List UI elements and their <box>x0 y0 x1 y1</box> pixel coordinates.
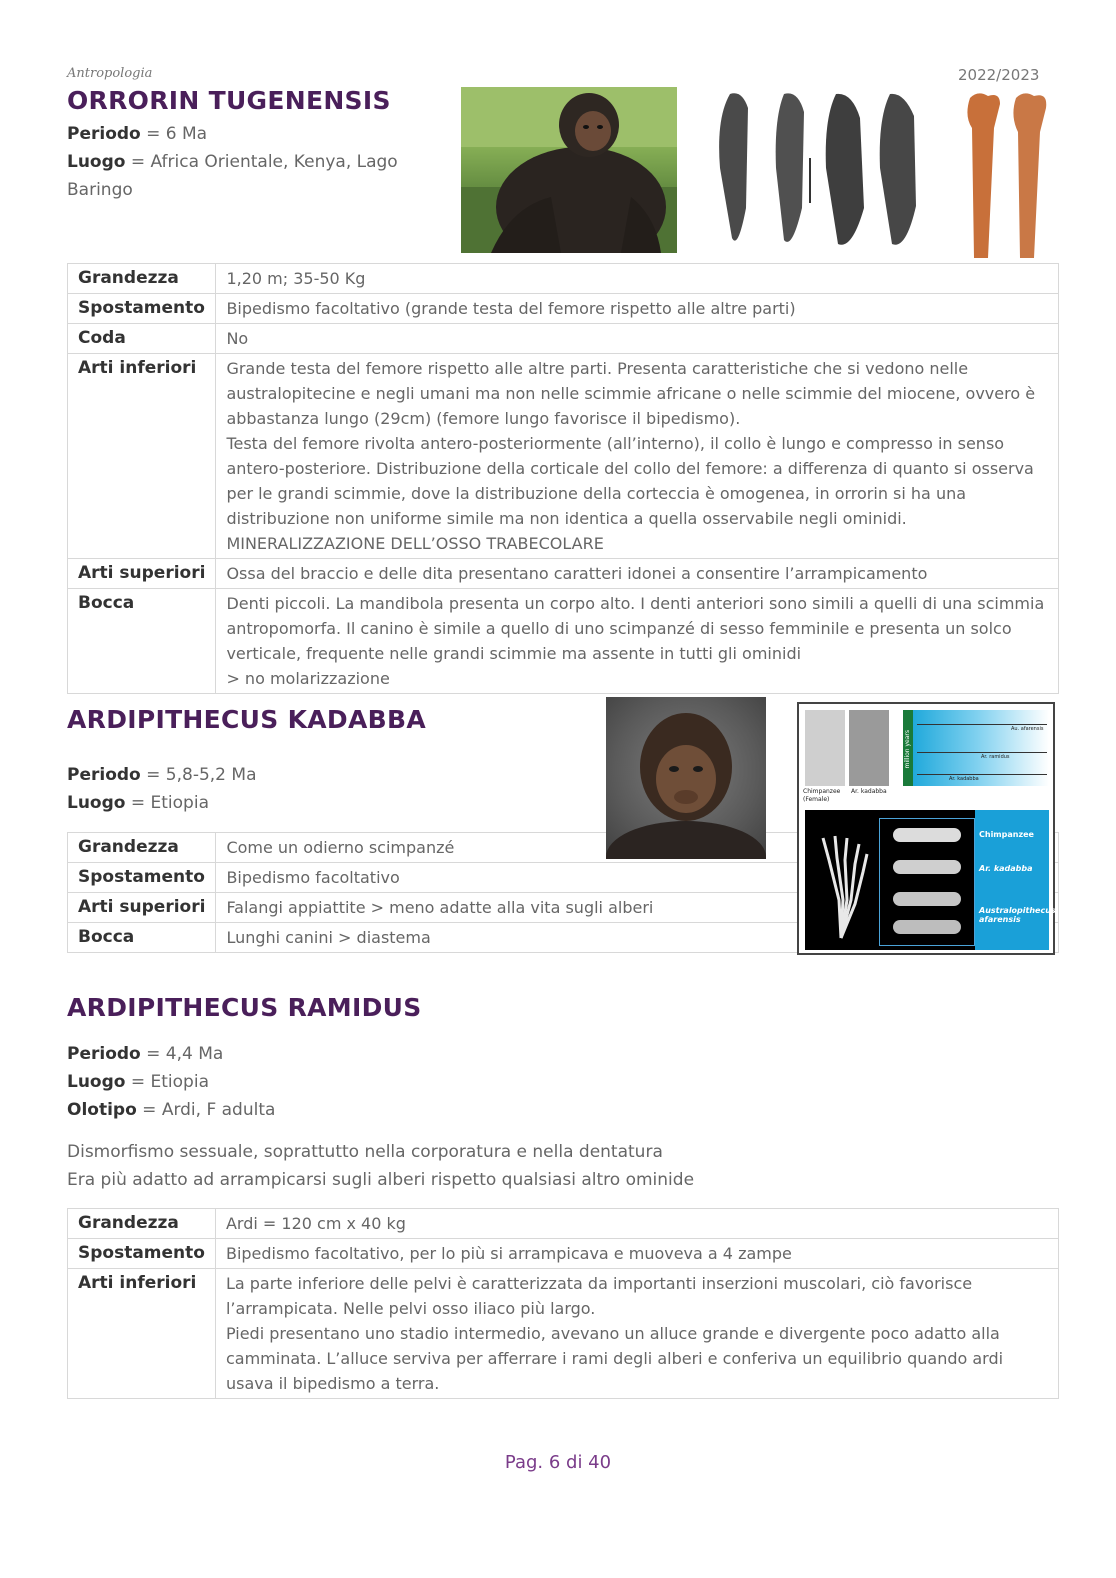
orrorin-reconstruction-image <box>461 87 677 253</box>
row-value: Bipedismo facoltativo, per lo più si arrampicava e muoveva a 4 zampe <box>215 1239 1058 1269</box>
row-key: Arti superiori <box>68 893 216 923</box>
timeline-chart <box>903 710 1049 786</box>
academic-year: 2022/2023 <box>958 66 1040 84</box>
orrorin-table <box>67 263 1059 694</box>
paragraph: Grande testa del femore rispetto alle altre parti. Presenta caratteristiche che si vedono nelle australopitecine e negli umani ma non nelle scimmie africane o nelle scimmie del miocene, ovvero è abbastanza lungo (29cm) (femore lungo favorisce il bipedismo). <box>226 359 1036 428</box>
timeline-line <box>917 774 1047 775</box>
kadabba-reconstruction-image <box>606 697 766 859</box>
table-row <box>68 324 1059 354</box>
kadabba-specimen-image <box>849 710 889 786</box>
ramidus-meta <box>67 1040 427 1124</box>
table-row <box>68 1269 1059 1399</box>
row-value <box>216 589 1059 694</box>
row-value: Bipedismo facoltativo <box>216 863 1059 893</box>
row-value: Falangi appiattite > meno adatte alla vita sugli alberi <box>216 893 1059 923</box>
ramidus-luogo: Luogo = Etiopia <box>67 1072 209 1092</box>
row-key: Bocca <box>68 923 216 953</box>
paragraph: La parte inferiore delle pelvi è caratterizzata da importanti inserzioni muscolari, ciò favorisce l’arrampicata. Nelle pelvi osso iliaco più largo. <box>225 1274 973 1318</box>
orrorin-teeth-image <box>712 88 920 250</box>
timeline-label: Ar. kadabba <box>949 776 979 782</box>
timeline-label: Au. afarensis <box>1011 726 1044 732</box>
kadabba-comparison-figure <box>797 702 1055 955</box>
ramidus-olotipo: Olotipo = Ardi, F adulta <box>67 1100 276 1120</box>
ramidus-periodo: Periodo = 4,4 Ma <box>67 1044 224 1064</box>
kadabba-label: Ar. kadabba <box>851 788 887 795</box>
row-key: Grandezza <box>68 264 216 294</box>
timeline-axis-label: million years <box>904 730 911 769</box>
timeline-label: Ar. ramidus <box>981 754 1010 760</box>
row-value: Come un odierno scimpanzé <box>216 833 1059 863</box>
paragraph: Piedi presentano uno stadio intermedio, avevano un alluce grande e divergente poco adatto alla camminata. L’alluce serviva per afferrare i rami degli alberi e conferiva un equilibrio quando ardi usava il bipedismo a terra. <box>225 1324 1004 1393</box>
row-key: Coda <box>68 324 216 354</box>
row-value: Bipedismo facoltativo (grande testa del femore rispetto alle altre parti) <box>216 294 1059 324</box>
phalanx-bone <box>893 828 961 842</box>
row-key: Spostamento <box>68 863 216 893</box>
row-key: Bocca <box>68 589 216 694</box>
ramidus-notes <box>67 1138 1027 1194</box>
kadabba-luogo: Luogo = Etiopia <box>67 793 209 813</box>
row-value: Lunghi canini > diastema <box>216 923 1059 953</box>
phalanx-label-column <box>975 810 1056 950</box>
row-value: No <box>216 324 1059 354</box>
orrorin-periodo: Periodo = 6 Ma <box>67 124 208 144</box>
paragraph: Dismorfismo sessuale, soprattutto nella corporatura e nella dentatura <box>67 1142 663 1162</box>
row-key: Arti superiori <box>68 559 216 589</box>
table-row <box>68 264 1059 294</box>
chimpanzee-specimen-image <box>805 710 845 786</box>
table-row <box>68 354 1059 559</box>
paragraph: Era più adatto ad arrampicarsi sugli alberi rispetto qualsiasi altro ominide <box>67 1170 695 1190</box>
row-key: Grandezza <box>68 833 216 863</box>
course-name: Antropologia <box>67 66 153 81</box>
row-key: Spostamento <box>68 294 216 324</box>
kadabba-meta <box>67 761 427 817</box>
section-title-ramidus: ARDIPITHECUS RAMIDUS <box>67 993 422 1022</box>
row-value: Ardi = 120 cm x 40 kg <box>215 1209 1058 1239</box>
phalanx-bone <box>893 920 961 934</box>
section-title-kadabba: ARDIPITHECUS KADABBA <box>67 705 426 734</box>
page-number: Pag. 6 di 40 <box>504 1452 612 1473</box>
orrorin-luogo: Luogo = Africa Orientale, Kenya, Lago Baringo <box>67 152 398 200</box>
phalanx-label: Australopithecus afarensis <box>979 906 1056 924</box>
table-row <box>68 294 1059 324</box>
ramidus-table <box>67 1208 1059 1399</box>
chimpanzee-label: Chimpanzee (Female) <box>803 788 841 803</box>
orrorin-femur-image <box>960 88 1056 264</box>
table-row <box>68 589 1059 694</box>
row-value <box>216 354 1059 559</box>
paragraph: Testa del femore rivolta antero-posteriormente (all’interno), il collo è lungo e compresso in senso antero-posteriore. Distribuzione della corticale del collo del femore: a differenza di quanto si osserva per le grandi scimmie, dove la distribuzione della corteccia è omogenea, in orrorin si ha una distribuzione non uniforme simile ma non identica a quella osservabile negli ominidi. <box>226 434 1034 528</box>
phalanx-bone <box>893 860 961 874</box>
paragraph: Denti piccoli. La mandibola presenta un corpo alto. I denti anteriori sono simili a quelli di una scimmia antropomorfa. Il canino è simile a quello di uno scimpanzé di sesso femminile e presenta un solco verticale, frequente nelle grandi scimmie ma assente in tutti gli ominidi <box>226 594 1045 663</box>
table-row <box>68 559 1059 589</box>
row-key: Spostamento <box>68 1239 216 1269</box>
paragraph: > no molarizzazione <box>226 669 390 688</box>
row-value: Ossa del braccio e delle dita presentano caratteri idonei a consentire l’arrampicamento <box>216 559 1059 589</box>
timeline-line <box>917 752 1047 753</box>
timeline-line <box>917 724 1047 725</box>
row-key: Arti inferiori <box>68 1269 216 1399</box>
row-key: Arti inferiori <box>68 354 216 559</box>
phalanx-bone <box>893 892 961 906</box>
row-value: 1,20 m; 35-50 Kg <box>216 264 1059 294</box>
phalanx-label: Ar. kadabba <box>979 864 1033 873</box>
row-key: Grandezza <box>68 1209 216 1239</box>
foot-skeleton-icon <box>811 830 871 940</box>
orrorin-meta <box>67 120 427 204</box>
paragraph: MINERALIZZAZIONE DELL’OSSO TRABECOLARE <box>226 534 604 553</box>
row-value <box>215 1269 1058 1399</box>
table-row <box>68 1209 1059 1239</box>
phalanx-label: Chimpanzee <box>979 830 1034 839</box>
phalanx-comparison-panel <box>805 810 1056 950</box>
section-title-orrorin: ORRORIN TUGENENSIS <box>67 86 391 115</box>
table-row <box>68 1239 1059 1269</box>
kadabba-periodo: Periodo = 5,8-5,2 Ma <box>67 765 257 785</box>
